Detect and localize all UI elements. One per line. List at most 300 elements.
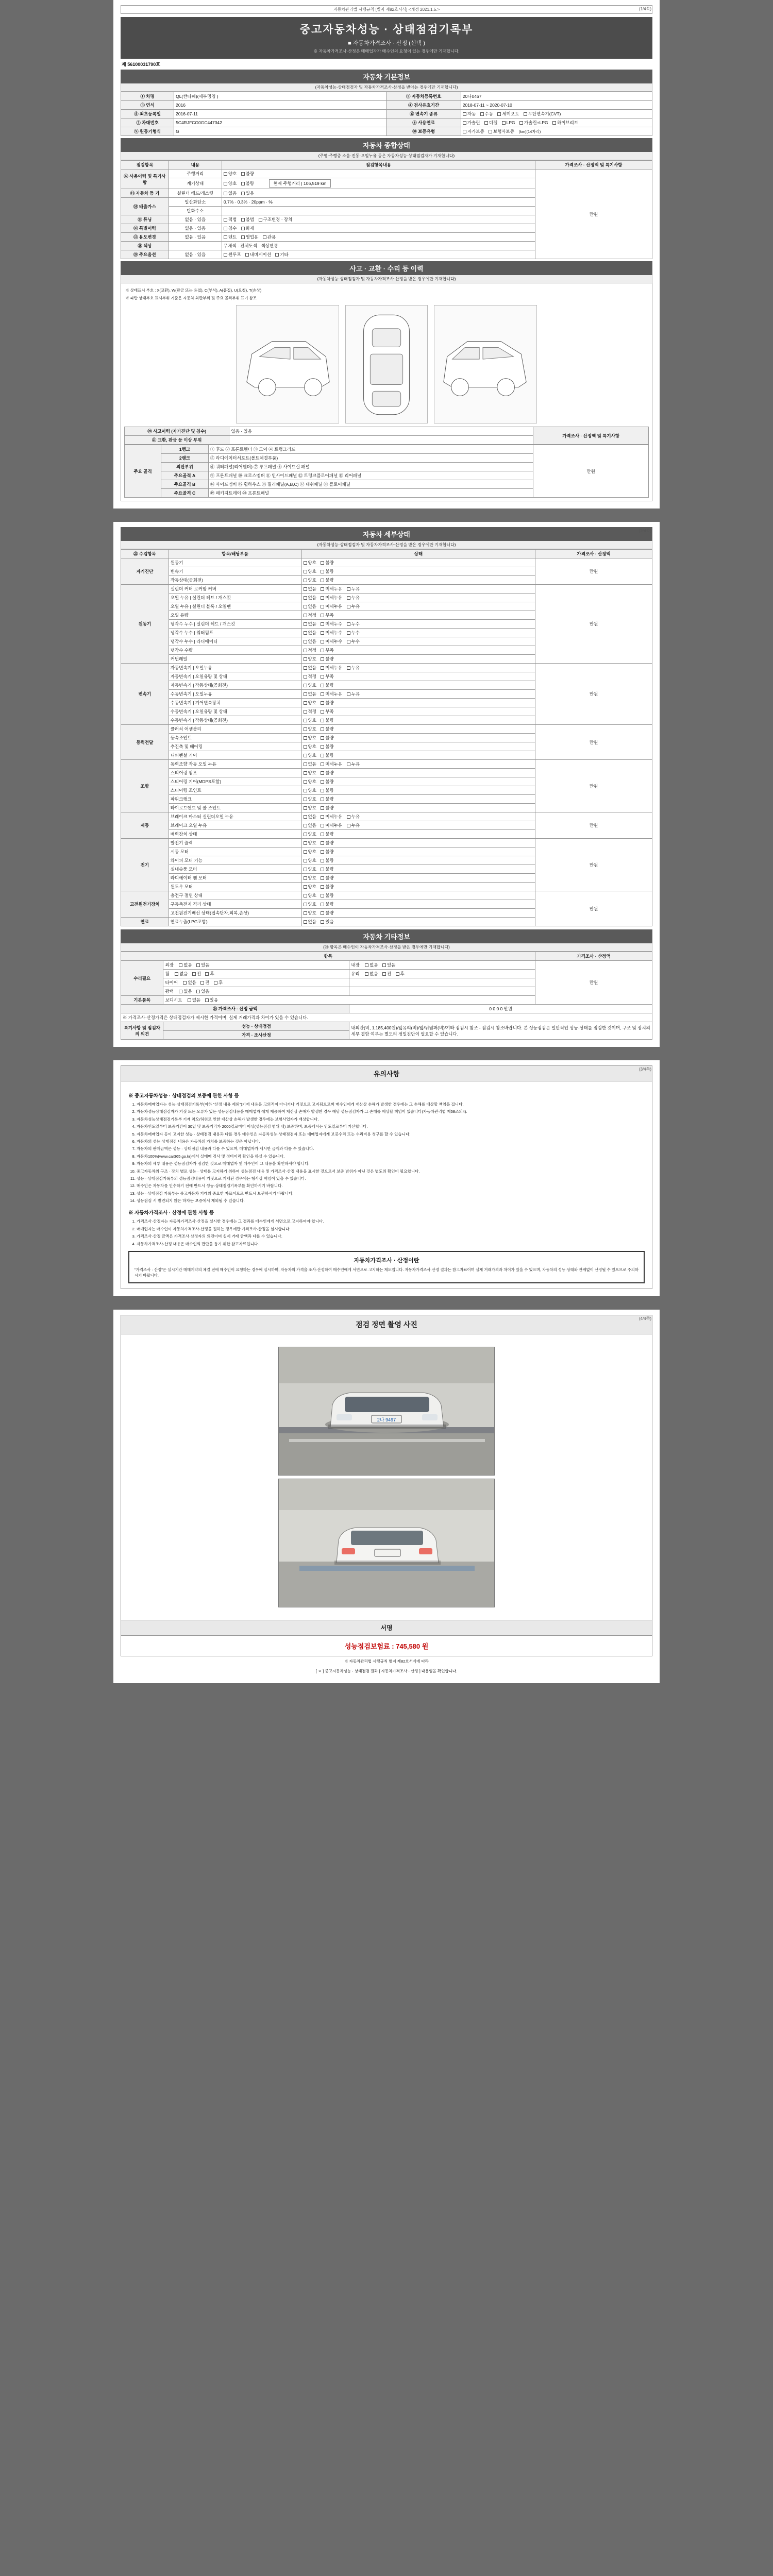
option-gasoline[interactable] xyxy=(463,120,480,126)
checkbox-icon[interactable] xyxy=(321,876,324,880)
option-none[interactable] xyxy=(304,665,316,671)
option-lack[interactable] xyxy=(321,647,333,653)
option-good[interactable] xyxy=(304,787,316,793)
detail-opts[interactable] xyxy=(301,576,535,585)
option-slight[interactable] xyxy=(321,814,342,820)
option-diesel[interactable] xyxy=(484,120,497,126)
checkbox-icon[interactable] xyxy=(382,963,386,967)
checkbox-icon[interactable] xyxy=(382,972,386,976)
option-good[interactable] xyxy=(304,875,316,881)
option-leak[interactable] xyxy=(347,603,360,609)
checkbox-icon[interactable] xyxy=(484,121,488,125)
checkbox-icon[interactable] xyxy=(196,990,200,993)
option-none[interactable] xyxy=(188,997,200,1003)
checkbox-icon[interactable] xyxy=(241,182,245,185)
checkbox-icon[interactable] xyxy=(524,112,527,116)
checkbox-icon[interactable] xyxy=(304,798,307,801)
option-none[interactable] xyxy=(183,979,196,986)
detail-opts[interactable] xyxy=(301,655,535,664)
checkbox-icon[interactable] xyxy=(304,692,307,696)
option-self-warranty[interactable] xyxy=(463,128,484,134)
option-none[interactable] xyxy=(304,621,316,627)
checkbox-icon[interactable] xyxy=(347,587,350,591)
checkbox-icon[interactable] xyxy=(224,182,227,185)
option-slight[interactable] xyxy=(321,603,342,609)
option-none[interactable] xyxy=(175,971,188,977)
checkbox-icon[interactable] xyxy=(463,112,466,116)
option-slight[interactable] xyxy=(321,586,342,592)
option-bad[interactable] xyxy=(321,577,333,583)
detail-opts[interactable] xyxy=(301,602,535,611)
option-none[interactable] xyxy=(304,761,316,767)
warranty-options[interactable] xyxy=(461,127,652,136)
detail-opts[interactable] xyxy=(301,567,535,576)
option-bad[interactable] xyxy=(321,884,333,890)
repair-area-value[interactable] xyxy=(229,436,533,445)
option-none[interactable] xyxy=(304,630,316,636)
option-good[interactable] xyxy=(304,726,316,732)
checkbox-icon[interactable] xyxy=(321,833,324,836)
checkbox-icon[interactable] xyxy=(304,596,307,600)
checkbox-icon[interactable] xyxy=(321,622,324,626)
checkbox-icon[interactable] xyxy=(347,640,350,643)
option-government[interactable] xyxy=(263,234,276,240)
option-front[interactable] xyxy=(382,971,391,977)
checkbox-icon[interactable] xyxy=(304,850,307,854)
option-good[interactable] xyxy=(304,752,316,758)
option-rear[interactable] xyxy=(205,971,214,977)
checkbox-icon[interactable] xyxy=(321,806,324,810)
detail-opts[interactable] xyxy=(301,821,535,830)
detail-opts[interactable] xyxy=(301,777,535,786)
detail-opts[interactable] xyxy=(301,830,535,839)
option-bad[interactable] xyxy=(321,796,333,802)
detail-opts[interactable] xyxy=(301,760,535,769)
checkbox-icon[interactable] xyxy=(304,833,307,836)
option-leak[interactable] xyxy=(347,638,360,645)
checkbox-icon[interactable] xyxy=(321,771,324,775)
checkbox-icon[interactable] xyxy=(321,684,324,687)
option-slight[interactable] xyxy=(321,665,342,671)
checkbox-icon[interactable] xyxy=(321,885,324,889)
option-exists[interactable] xyxy=(196,988,209,994)
checkbox-icon[interactable] xyxy=(304,762,307,766)
option-fire[interactable] xyxy=(241,225,254,231)
checkbox-icon[interactable] xyxy=(321,824,324,827)
detail-opts[interactable] xyxy=(301,585,535,594)
option-slight[interactable] xyxy=(321,595,342,601)
option-bad[interactable] xyxy=(321,875,333,881)
option-good[interactable] xyxy=(304,735,316,741)
checkbox-icon[interactable] xyxy=(200,981,204,985)
detail-opts[interactable] xyxy=(301,716,535,725)
option-good[interactable] xyxy=(304,568,316,574)
checkbox-icon[interactable] xyxy=(304,771,307,775)
detail-opts[interactable] xyxy=(301,918,535,926)
others-opts-2[interactable] xyxy=(349,970,535,978)
checkbox-icon[interactable] xyxy=(188,998,191,1002)
option-bad[interactable] xyxy=(321,560,333,566)
checkbox-icon[interactable] xyxy=(304,727,307,731)
checkbox-icon[interactable] xyxy=(347,692,350,696)
checkbox-icon[interactable] xyxy=(463,121,466,125)
others-opts[interactable] xyxy=(163,996,535,1005)
option-bad[interactable] xyxy=(321,778,333,785)
option-slight[interactable] xyxy=(321,621,342,627)
checkbox-icon[interactable] xyxy=(321,850,324,854)
detail-opts[interactable] xyxy=(301,891,535,900)
checkbox-icon[interactable] xyxy=(347,631,350,635)
option-commercial[interactable] xyxy=(241,234,259,240)
checkbox-icon[interactable] xyxy=(347,815,350,819)
option-semiauto[interactable] xyxy=(497,111,519,117)
option-good[interactable] xyxy=(304,884,316,890)
checkbox-icon[interactable] xyxy=(321,701,324,705)
checkbox-icon[interactable] xyxy=(179,990,182,993)
checkbox-icon[interactable] xyxy=(347,824,350,827)
checkbox-icon[interactable] xyxy=(304,815,307,819)
checkbox-icon[interactable] xyxy=(304,622,307,626)
checkbox-icon[interactable] xyxy=(224,235,227,239)
checkbox-icon[interactable] xyxy=(304,903,307,906)
option-bad[interactable] xyxy=(321,735,333,741)
detail-opts[interactable] xyxy=(301,725,535,734)
checkbox-icon[interactable] xyxy=(321,903,324,906)
detail-opts[interactable] xyxy=(301,865,535,874)
option-rear[interactable] xyxy=(396,971,405,977)
checkbox-icon[interactable] xyxy=(321,727,324,731)
option-rent[interactable] xyxy=(224,234,237,240)
detail-opts[interactable] xyxy=(301,558,535,567)
checkbox-icon[interactable] xyxy=(192,972,196,976)
checkbox-icon[interactable] xyxy=(304,885,307,889)
detail-opts[interactable] xyxy=(301,620,535,629)
option-bad[interactable] xyxy=(321,752,333,758)
option-bad[interactable] xyxy=(321,717,333,723)
option-insurer-warranty[interactable] xyxy=(489,128,514,134)
others-opts[interactable] xyxy=(163,978,349,987)
checkbox-icon[interactable] xyxy=(304,561,307,565)
checkbox-icon[interactable] xyxy=(321,762,324,766)
checkbox-icon[interactable] xyxy=(321,579,324,582)
checkbox-icon[interactable] xyxy=(304,824,307,827)
option-good[interactable] xyxy=(304,892,316,899)
option-hybrid[interactable] xyxy=(552,120,578,126)
option-bad[interactable] xyxy=(321,656,333,662)
checkbox-icon[interactable] xyxy=(321,666,324,670)
option-bad[interactable] xyxy=(321,700,333,706)
checkbox-icon[interactable] xyxy=(304,754,307,757)
detail-opts[interactable] xyxy=(301,786,535,795)
detail-opts[interactable] xyxy=(301,804,535,812)
option-lack[interactable] xyxy=(321,708,333,715)
option-bad[interactable] xyxy=(321,866,333,872)
overall-opts[interactable] xyxy=(222,215,535,224)
option-manual[interactable] xyxy=(480,111,493,117)
checkbox-icon[interactable] xyxy=(304,701,307,705)
option-illegal[interactable] xyxy=(241,216,254,223)
checkbox-icon[interactable] xyxy=(175,972,178,976)
checkbox-icon[interactable] xyxy=(304,736,307,740)
option-none[interactable] xyxy=(304,595,316,601)
option-sunroof[interactable] xyxy=(224,251,241,258)
checkbox-icon[interactable] xyxy=(304,675,307,679)
checkbox-icon[interactable] xyxy=(241,227,245,230)
checkbox-icon[interactable] xyxy=(321,745,324,749)
checkbox-icon[interactable] xyxy=(224,192,227,195)
option-bad[interactable] xyxy=(321,849,333,855)
checkbox-icon[interactable] xyxy=(214,981,217,985)
others-opts[interactable] xyxy=(163,970,349,978)
option-bad[interactable] xyxy=(321,805,333,811)
option-leak[interactable] xyxy=(347,814,360,820)
option-front[interactable] xyxy=(192,971,201,977)
option-rear[interactable] xyxy=(214,979,223,986)
checkbox-icon[interactable] xyxy=(552,121,556,125)
checkbox-icon[interactable] xyxy=(224,227,227,230)
checkbox-icon[interactable] xyxy=(321,657,324,661)
checkbox-icon[interactable] xyxy=(304,859,307,862)
checkbox-icon[interactable] xyxy=(183,981,187,985)
checkbox-icon[interactable] xyxy=(321,754,324,757)
checkbox-icon[interactable] xyxy=(304,649,307,652)
option-bad[interactable] xyxy=(321,682,333,688)
option-bad[interactable] xyxy=(321,901,333,907)
option-lack[interactable] xyxy=(321,612,333,618)
option-none[interactable] xyxy=(304,814,316,820)
detail-opts[interactable] xyxy=(301,629,535,637)
checkbox-icon[interactable] xyxy=(321,570,324,573)
checkbox-icon[interactable] xyxy=(489,130,492,133)
option-none[interactable] xyxy=(304,586,316,592)
checkbox-icon[interactable] xyxy=(321,859,324,862)
detail-opts[interactable] xyxy=(301,742,535,751)
option-none[interactable] xyxy=(365,971,378,977)
option-good[interactable] xyxy=(304,700,316,706)
checkbox-icon[interactable] xyxy=(321,640,324,643)
checkbox-icon[interactable] xyxy=(304,710,307,714)
checkbox-icon[interactable] xyxy=(321,692,324,696)
option-good[interactable] xyxy=(304,857,316,863)
checkbox-icon[interactable] xyxy=(321,561,324,565)
checkbox-icon[interactable] xyxy=(321,894,324,897)
checkbox-icon[interactable] xyxy=(304,719,307,722)
detail-opts[interactable] xyxy=(301,681,535,690)
option-gas-lpg[interactable] xyxy=(519,120,548,126)
detail-opts[interactable] xyxy=(301,734,535,742)
option-good[interactable] xyxy=(304,577,316,583)
transmission-options[interactable] xyxy=(461,110,652,118)
checkbox-icon[interactable] xyxy=(259,218,262,222)
checkbox-icon[interactable] xyxy=(245,253,249,257)
option-exists[interactable] xyxy=(241,190,254,196)
option-proper[interactable] xyxy=(304,673,316,680)
detail-opts[interactable] xyxy=(301,795,535,804)
checkbox-icon[interactable] xyxy=(224,172,227,176)
checkbox-icon[interactable] xyxy=(321,605,324,608)
checkbox-icon[interactable] xyxy=(304,894,307,897)
option-flood[interactable] xyxy=(224,225,237,231)
option-exists[interactable] xyxy=(196,962,209,968)
checkbox-icon[interactable] xyxy=(304,868,307,871)
overall-opts[interactable] xyxy=(222,224,535,233)
option-good[interactable] xyxy=(304,805,316,811)
checkbox-icon[interactable] xyxy=(241,235,245,239)
checkbox-icon[interactable] xyxy=(321,841,324,845)
checkbox-icon[interactable] xyxy=(224,218,227,222)
detail-opts[interactable] xyxy=(301,611,535,620)
checkbox-icon[interactable] xyxy=(304,806,307,810)
option-good[interactable] xyxy=(304,831,316,837)
option-none[interactable] xyxy=(304,691,316,697)
others-opts[interactable] xyxy=(163,987,349,996)
option-structure-change[interactable] xyxy=(259,216,293,223)
checkbox-icon[interactable] xyxy=(304,666,307,670)
detail-opts[interactable] xyxy=(301,672,535,681)
overall-opts[interactable] xyxy=(222,189,535,198)
overall-opts[interactable] xyxy=(222,170,535,178)
others-opts[interactable] xyxy=(163,961,349,970)
option-leak[interactable] xyxy=(347,691,360,697)
option-good[interactable] xyxy=(304,560,316,566)
checkbox-icon[interactable] xyxy=(321,868,324,871)
checkbox-icon[interactable] xyxy=(321,798,324,801)
detail-opts[interactable] xyxy=(301,707,535,716)
option-slight[interactable] xyxy=(321,630,342,636)
option-slight[interactable] xyxy=(321,761,342,767)
option-exists[interactable] xyxy=(321,919,333,925)
option-bad[interactable] xyxy=(321,892,333,899)
checkbox-icon[interactable] xyxy=(519,121,523,125)
detail-opts[interactable] xyxy=(301,646,535,655)
checkbox-icon[interactable] xyxy=(275,253,279,257)
checkbox-icon[interactable] xyxy=(502,121,506,125)
detail-opts[interactable] xyxy=(301,909,535,918)
option-good[interactable] xyxy=(304,866,316,872)
checkbox-icon[interactable] xyxy=(347,622,350,626)
checkbox-icon[interactable] xyxy=(304,780,307,784)
option-good[interactable] xyxy=(304,656,316,662)
option-proper[interactable] xyxy=(304,647,316,653)
checkbox-icon[interactable] xyxy=(321,675,324,679)
option-none[interactable] xyxy=(304,822,316,828)
checkbox-icon[interactable] xyxy=(321,815,324,819)
option-bad[interactable] xyxy=(321,831,333,837)
detail-opts[interactable] xyxy=(301,699,535,707)
checkbox-icon[interactable] xyxy=(321,587,324,591)
option-leak[interactable] xyxy=(347,761,360,767)
option-lpg[interactable] xyxy=(502,120,515,125)
option-leak[interactable] xyxy=(347,586,360,592)
option-good[interactable] xyxy=(304,901,316,907)
checkbox-icon[interactable] xyxy=(321,719,324,722)
checkbox-icon[interactable] xyxy=(241,218,245,222)
checkbox-icon[interactable] xyxy=(304,745,307,749)
checkbox-icon[interactable] xyxy=(304,657,307,661)
checkbox-icon[interactable] xyxy=(304,570,307,573)
option-slight[interactable] xyxy=(321,638,342,645)
checkbox-icon[interactable] xyxy=(365,963,368,967)
color-options[interactable]: 무채색 · 전체도색 · 색상변경 xyxy=(222,242,535,250)
option-front[interactable] xyxy=(200,979,209,986)
checkbox-icon[interactable] xyxy=(365,972,368,976)
checkbox-icon[interactable] xyxy=(480,112,484,116)
option-leak[interactable] xyxy=(347,595,360,601)
option-exists[interactable] xyxy=(382,962,395,968)
option-good[interactable] xyxy=(304,796,316,802)
checkbox-icon[interactable] xyxy=(321,710,324,714)
detail-opts[interactable] xyxy=(301,664,535,672)
option-legal[interactable] xyxy=(224,216,237,223)
option-bad[interactable] xyxy=(241,171,254,177)
option-bad[interactable] xyxy=(321,910,333,916)
option-leak[interactable] xyxy=(347,630,360,636)
option-good[interactable] xyxy=(224,180,237,187)
option-cvt[interactable] xyxy=(524,111,561,117)
option-bad[interactable] xyxy=(321,568,333,574)
checkbox-icon[interactable] xyxy=(321,596,324,600)
checkbox-icon[interactable] xyxy=(321,736,324,740)
checkbox-icon[interactable] xyxy=(304,684,307,687)
checkbox-icon[interactable] xyxy=(179,963,182,967)
detail-opts[interactable] xyxy=(301,900,535,909)
option-bad[interactable] xyxy=(321,840,333,846)
option-bad[interactable] xyxy=(321,787,333,793)
checkbox-icon[interactable] xyxy=(304,587,307,591)
detail-opts[interactable] xyxy=(301,637,535,646)
option-good[interactable] xyxy=(304,910,316,916)
overall-opts[interactable] xyxy=(222,233,535,242)
checkbox-icon[interactable] xyxy=(241,172,245,176)
detail-opts[interactable] xyxy=(301,769,535,777)
option-auto[interactable] xyxy=(463,111,476,117)
option-good[interactable] xyxy=(304,849,316,855)
checkbox-icon[interactable] xyxy=(304,614,307,617)
fuel-options[interactable] xyxy=(461,118,652,127)
checkbox-icon[interactable] xyxy=(321,920,324,924)
option-good[interactable] xyxy=(304,682,316,688)
checkbox-icon[interactable] xyxy=(304,631,307,635)
option-bad[interactable] xyxy=(321,743,333,750)
checkbox-icon[interactable] xyxy=(497,112,501,116)
checkbox-icon[interactable] xyxy=(263,235,266,239)
option-proper[interactable] xyxy=(304,708,316,715)
option-lack[interactable] xyxy=(321,673,333,680)
detail-opts[interactable] xyxy=(301,594,535,602)
checkbox-icon[interactable] xyxy=(205,972,209,976)
others-opts-2[interactable] xyxy=(349,961,535,970)
detail-opts[interactable] xyxy=(301,751,535,760)
option-bad[interactable] xyxy=(241,180,254,187)
checkbox-icon[interactable] xyxy=(224,253,227,257)
option-none[interactable] xyxy=(304,603,316,609)
option-bad[interactable] xyxy=(321,770,333,776)
option-bad[interactable] xyxy=(321,857,333,863)
option-none[interactable] xyxy=(224,190,237,196)
checkbox-icon[interactable] xyxy=(205,998,209,1002)
checkbox-icon[interactable] xyxy=(347,596,350,600)
checkbox-icon[interactable] xyxy=(304,640,307,643)
option-none[interactable] xyxy=(365,962,378,968)
checkbox-icon[interactable] xyxy=(304,789,307,792)
checkbox-icon[interactable] xyxy=(304,605,307,608)
option-none[interactable] xyxy=(304,919,316,925)
checkbox-icon[interactable] xyxy=(321,911,324,915)
checkbox-icon[interactable] xyxy=(396,972,399,976)
option-good[interactable] xyxy=(304,743,316,750)
checkbox-icon[interactable] xyxy=(463,130,466,133)
option-slight[interactable] xyxy=(321,691,342,697)
